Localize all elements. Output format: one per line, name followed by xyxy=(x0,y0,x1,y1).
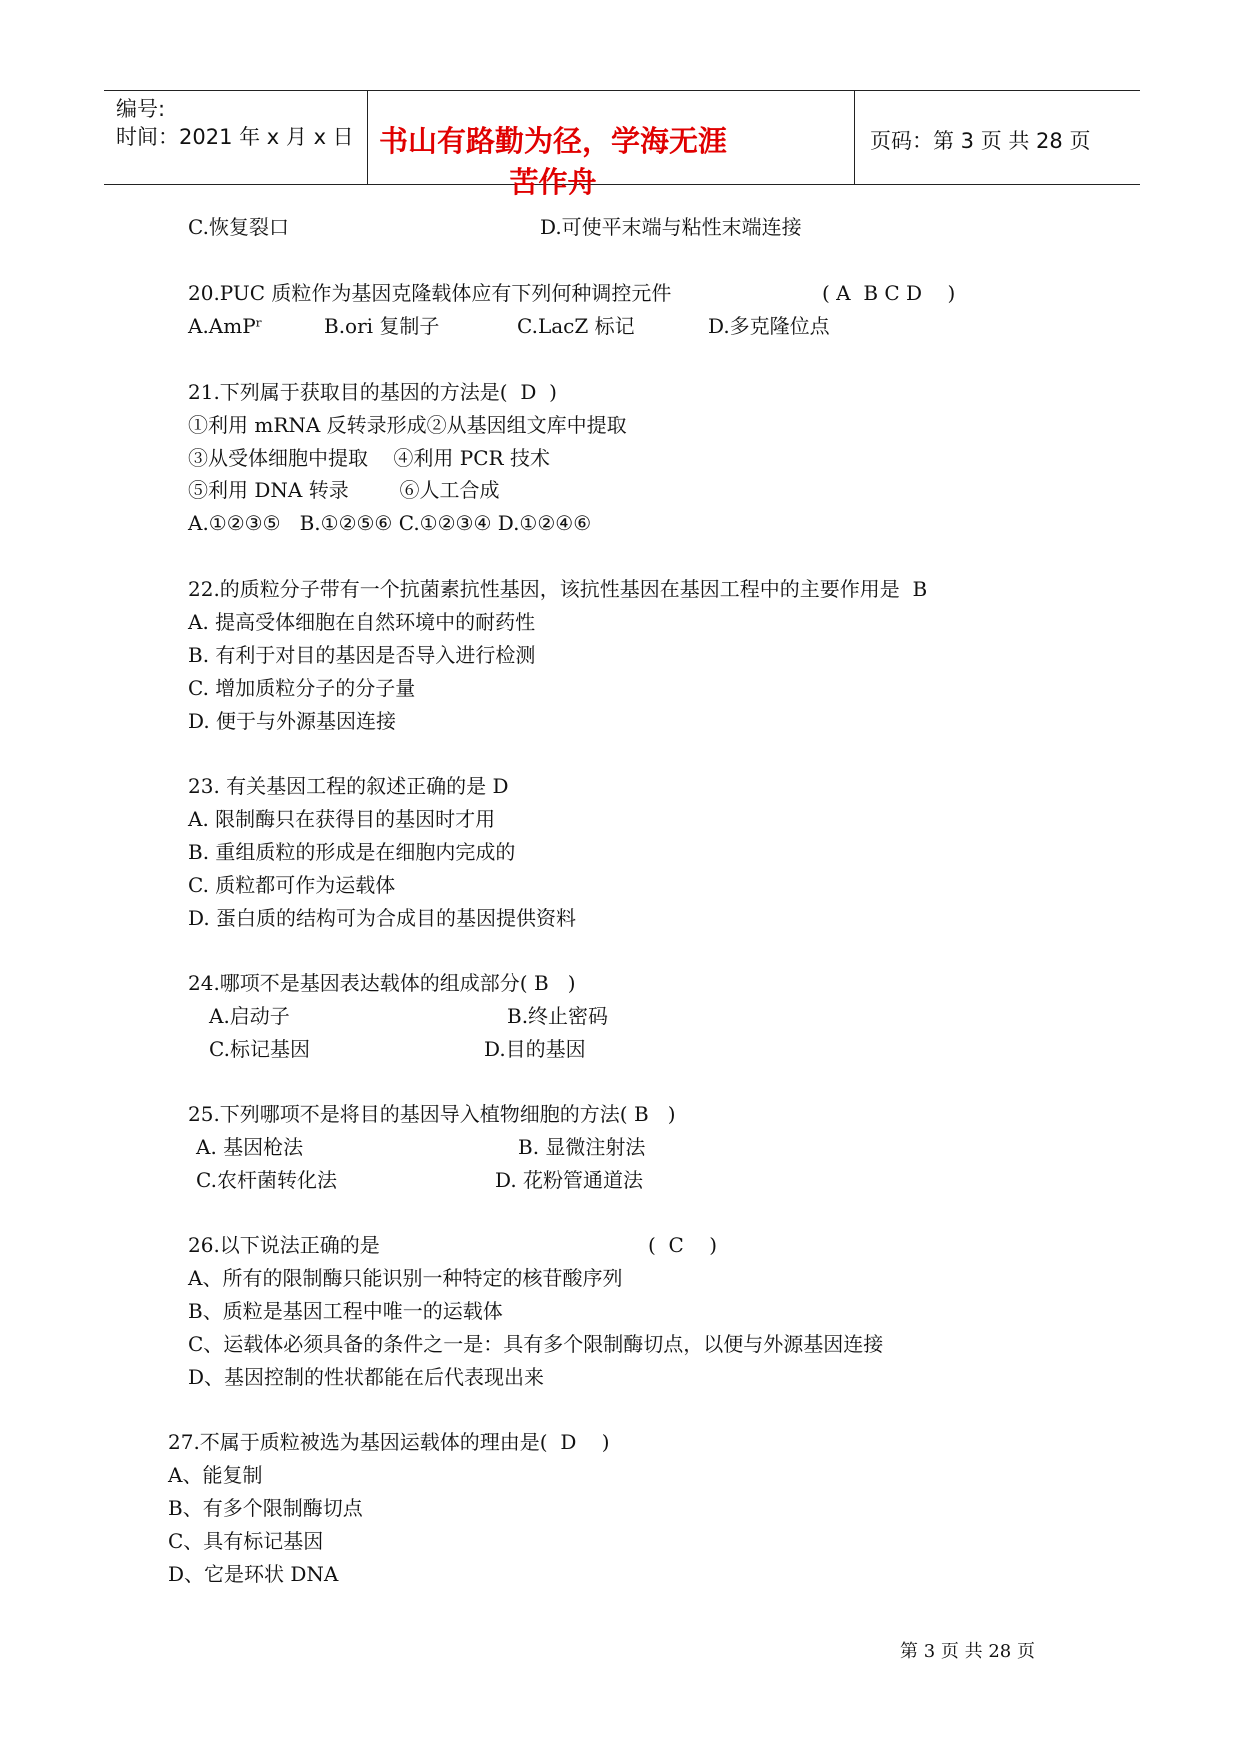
option-line: A.启动子 xyxy=(209,1004,290,1028)
option-line: C.LacZ 标记 xyxy=(517,314,635,338)
question-line: 24.哪项不是基因表达载体的组成部分( B ) xyxy=(188,971,576,995)
question-line: 26.以下说法正确的是 xyxy=(188,1233,380,1257)
option-line: A、所有的限制酶只能识别一种特定的核苷酸序列 xyxy=(188,1266,623,1290)
page-footer: 第 3 页 共 28 页 xyxy=(900,1641,1035,1662)
option-line: C.恢复裂口 xyxy=(188,215,289,239)
option-line: C.农杆菌转化法 xyxy=(196,1168,337,1192)
option-line: B.ori 复制子 xyxy=(324,314,440,338)
option-line: A. 提高受体细胞在自然环境中的耐药性 xyxy=(188,610,536,634)
time-label: 时间：2021 年 x 月 x 日 xyxy=(116,125,354,149)
option-line: D.多克隆位点 xyxy=(708,314,830,338)
header-divider xyxy=(854,91,855,184)
motto: 书山有路勤为径，学海无涯苦作舟 xyxy=(378,124,727,199)
page-label: 页码：第 3 页 共 28 页 xyxy=(870,129,1091,153)
option-line: C、运载体必须具备的条件之一是：具有多个限制酶切点，以便与外源基因连接 xyxy=(188,1332,884,1356)
option-line: A、能复制 xyxy=(168,1463,263,1487)
option-line: ①利用 mRNA 反转录形成②从基因组文库中提取 xyxy=(188,413,627,437)
option-line: B. 显微注射法 xyxy=(518,1135,646,1159)
question-line: 20.PUC 质粒作为基因克隆载体应有下列何种调控元件 xyxy=(188,281,672,305)
option-line: B. 重组质粒的形成是在细胞内完成的 xyxy=(188,840,516,864)
serial-label: 编号: xyxy=(116,97,166,121)
option-line: B、质粒是基因工程中唯一的运载体 xyxy=(188,1299,503,1323)
question-line: 27.不属于质粒被选为基因运载体的理由是( D ) xyxy=(168,1430,610,1454)
option-line: D. 便于与外源基因连接 xyxy=(188,709,397,733)
question-line: 22.的质粒分子带有一个抗菌素抗性基因，该抗性基因在基因工程中的主要作用是 B xyxy=(188,577,928,601)
option-line: B. 有利于对目的基因是否导入进行检测 xyxy=(188,643,536,667)
page-header xyxy=(104,90,1140,199)
option-line: B、有多个限制酶切点 xyxy=(168,1496,363,1520)
option-line: D、它是环状 DNA xyxy=(168,1562,339,1586)
option-line: D. 花粉管通道法 xyxy=(495,1168,644,1192)
option-line: A. 限制酶只在获得目的基因时才用 xyxy=(188,807,496,831)
question-line: 21.下列属于获取目的基因的方法是( D ) xyxy=(188,380,557,404)
option-line: ⑤利用 DNA 转录 ⑥人工合成 xyxy=(188,478,500,502)
answer: ( C ) xyxy=(648,1233,718,1257)
option-line: D、基因控制的性状都能在后代表现出来 xyxy=(188,1365,545,1389)
option-line: B.终止密码 xyxy=(507,1004,609,1028)
option-line: A.①②③⑤ B.①②⑤⑥ C.①②③④ D.①②④⑥ xyxy=(188,511,592,535)
option-line: A.AmPʳ xyxy=(188,314,263,338)
option-line: A. 基因枪法 xyxy=(196,1135,304,1159)
option-line: C. 增加质粒分子的分子量 xyxy=(188,676,416,700)
option-line: D. 蛋白质的结构可为合成目的基因提供资料 xyxy=(188,906,577,930)
option-line: D.可使平末端与粘性末端连接 xyxy=(540,215,802,239)
option-line: D.目的基因 xyxy=(484,1037,586,1061)
option-line: ③从受体细胞中提取 ④利用 PCR 技术 xyxy=(188,446,550,470)
answer: ( A B C D ) xyxy=(822,281,956,305)
option-line: C、具有标记基因 xyxy=(168,1529,324,1553)
question-line: 23. 有关基因工程的叙述正确的是 D xyxy=(188,774,509,798)
question-line: 25.下列哪项不是将目的基因导入植物细胞的方法( B ) xyxy=(188,1102,676,1126)
option-line: C.标记基因 xyxy=(209,1037,310,1061)
option-line: C. 质粒都可作为运载体 xyxy=(188,873,396,897)
